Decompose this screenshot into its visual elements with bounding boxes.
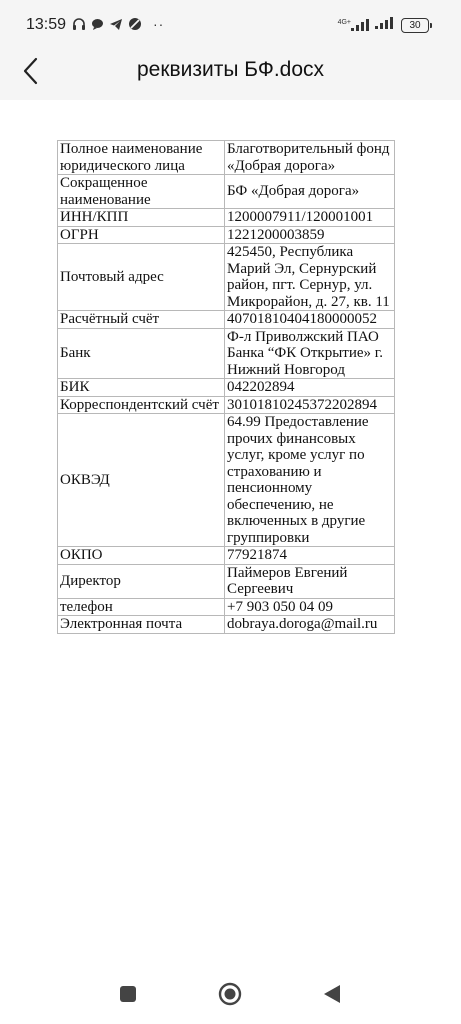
row-value: 042202894 <box>225 379 395 397</box>
row-label: телефон <box>58 598 225 616</box>
notification-icons <box>72 16 164 32</box>
table-row <box>58 598 395 616</box>
system-status-icons <box>338 16 429 34</box>
row-value: 77921874 <box>225 547 395 565</box>
row-label: БИК <box>58 379 225 397</box>
signal-icon <box>375 16 395 34</box>
row-label: Почтовый адрес <box>58 244 225 311</box>
circle-home-icon <box>218 982 242 1011</box>
row-value: 1221200003859 <box>225 226 395 244</box>
square-recents-icon <box>119 985 137 1008</box>
table-row <box>58 379 395 397</box>
row-label: Директор <box>58 564 225 598</box>
telegram-icon <box>109 18 123 31</box>
triangle-back-icon <box>323 984 341 1009</box>
row-label: Банк <box>58 328 225 379</box>
system-navigation-bar <box>0 970 461 1024</box>
table-row <box>58 175 395 209</box>
row-value: +7 903 050 04 09 <box>225 598 395 616</box>
row-label: ИНН/КПП <box>58 209 225 227</box>
row-label: Электронная почта <box>58 616 225 634</box>
table-row <box>58 396 395 414</box>
row-value: Паймеров Евгений Сергеевич <box>225 564 395 598</box>
table-row <box>58 209 395 227</box>
home-button[interactable] <box>210 982 250 1010</box>
table-row <box>58 616 395 634</box>
table-row <box>58 244 395 311</box>
signal-4g-icon <box>338 19 369 31</box>
chat-bubble-icon <box>91 18 104 31</box>
more-notifications-dots: ·· <box>153 16 165 32</box>
status-time: 13:59 <box>26 16 67 33</box>
row-value: dobraya.doroga@mail.ru <box>225 616 395 634</box>
back-nav-button[interactable] <box>312 982 352 1010</box>
table-row <box>58 328 395 379</box>
row-value: БФ «Добрая дорога» <box>225 175 395 209</box>
row-value: 30101810245372202894 <box>225 396 395 414</box>
row-label: Корреспондентский счёт <box>58 396 225 414</box>
battery-icon: 30 <box>401 18 429 33</box>
row-value: Благотворительный фонд «Добрая дорога» <box>225 141 395 175</box>
row-label: ОКВЭД <box>58 414 225 547</box>
row-label: Сокращенное наименование <box>58 175 225 209</box>
headset-icon <box>72 17 86 31</box>
table-row <box>58 564 395 598</box>
row-value: 40701810404180000052 <box>225 311 395 329</box>
status-bar <box>0 0 461 50</box>
row-value: Ф-л Приволжский ПАО Банка “ФК Открытие» г. Нижний Новгород <box>225 328 395 379</box>
row-value: 64.99 Предоставление прочих финансовых услуг, кроме услуг по страхованию и пенсионному обеспечению, не включенных в другие группировки <box>225 414 395 547</box>
blocked-icon <box>128 17 142 31</box>
document-viewer[interactable] <box>0 100 461 970</box>
row-value: 1200007911/120001001 <box>225 209 395 227</box>
row-label: Полное наименование юридического лица <box>58 141 225 175</box>
row-value: 425450, Республика Марий Эл, Сернурский район, пгт. Сернур, ул. Микрорайон, д. 27, кв. 11 <box>225 244 395 311</box>
row-label: Расчётный счёт <box>58 311 225 329</box>
table-row <box>58 226 395 244</box>
row-label: ОГРН <box>58 226 225 244</box>
app-bar <box>0 50 461 100</box>
requisites-table <box>57 140 395 634</box>
network-type-label: 4G+ <box>337 19 351 26</box>
recents-button[interactable] <box>108 982 148 1010</box>
table-row <box>58 414 395 547</box>
table-row <box>58 547 395 565</box>
table-row <box>58 141 395 175</box>
table-row <box>58 311 395 329</box>
document-title: реквизиты БФ.docx <box>136 58 325 81</box>
row-label: ОКПО <box>58 547 225 565</box>
